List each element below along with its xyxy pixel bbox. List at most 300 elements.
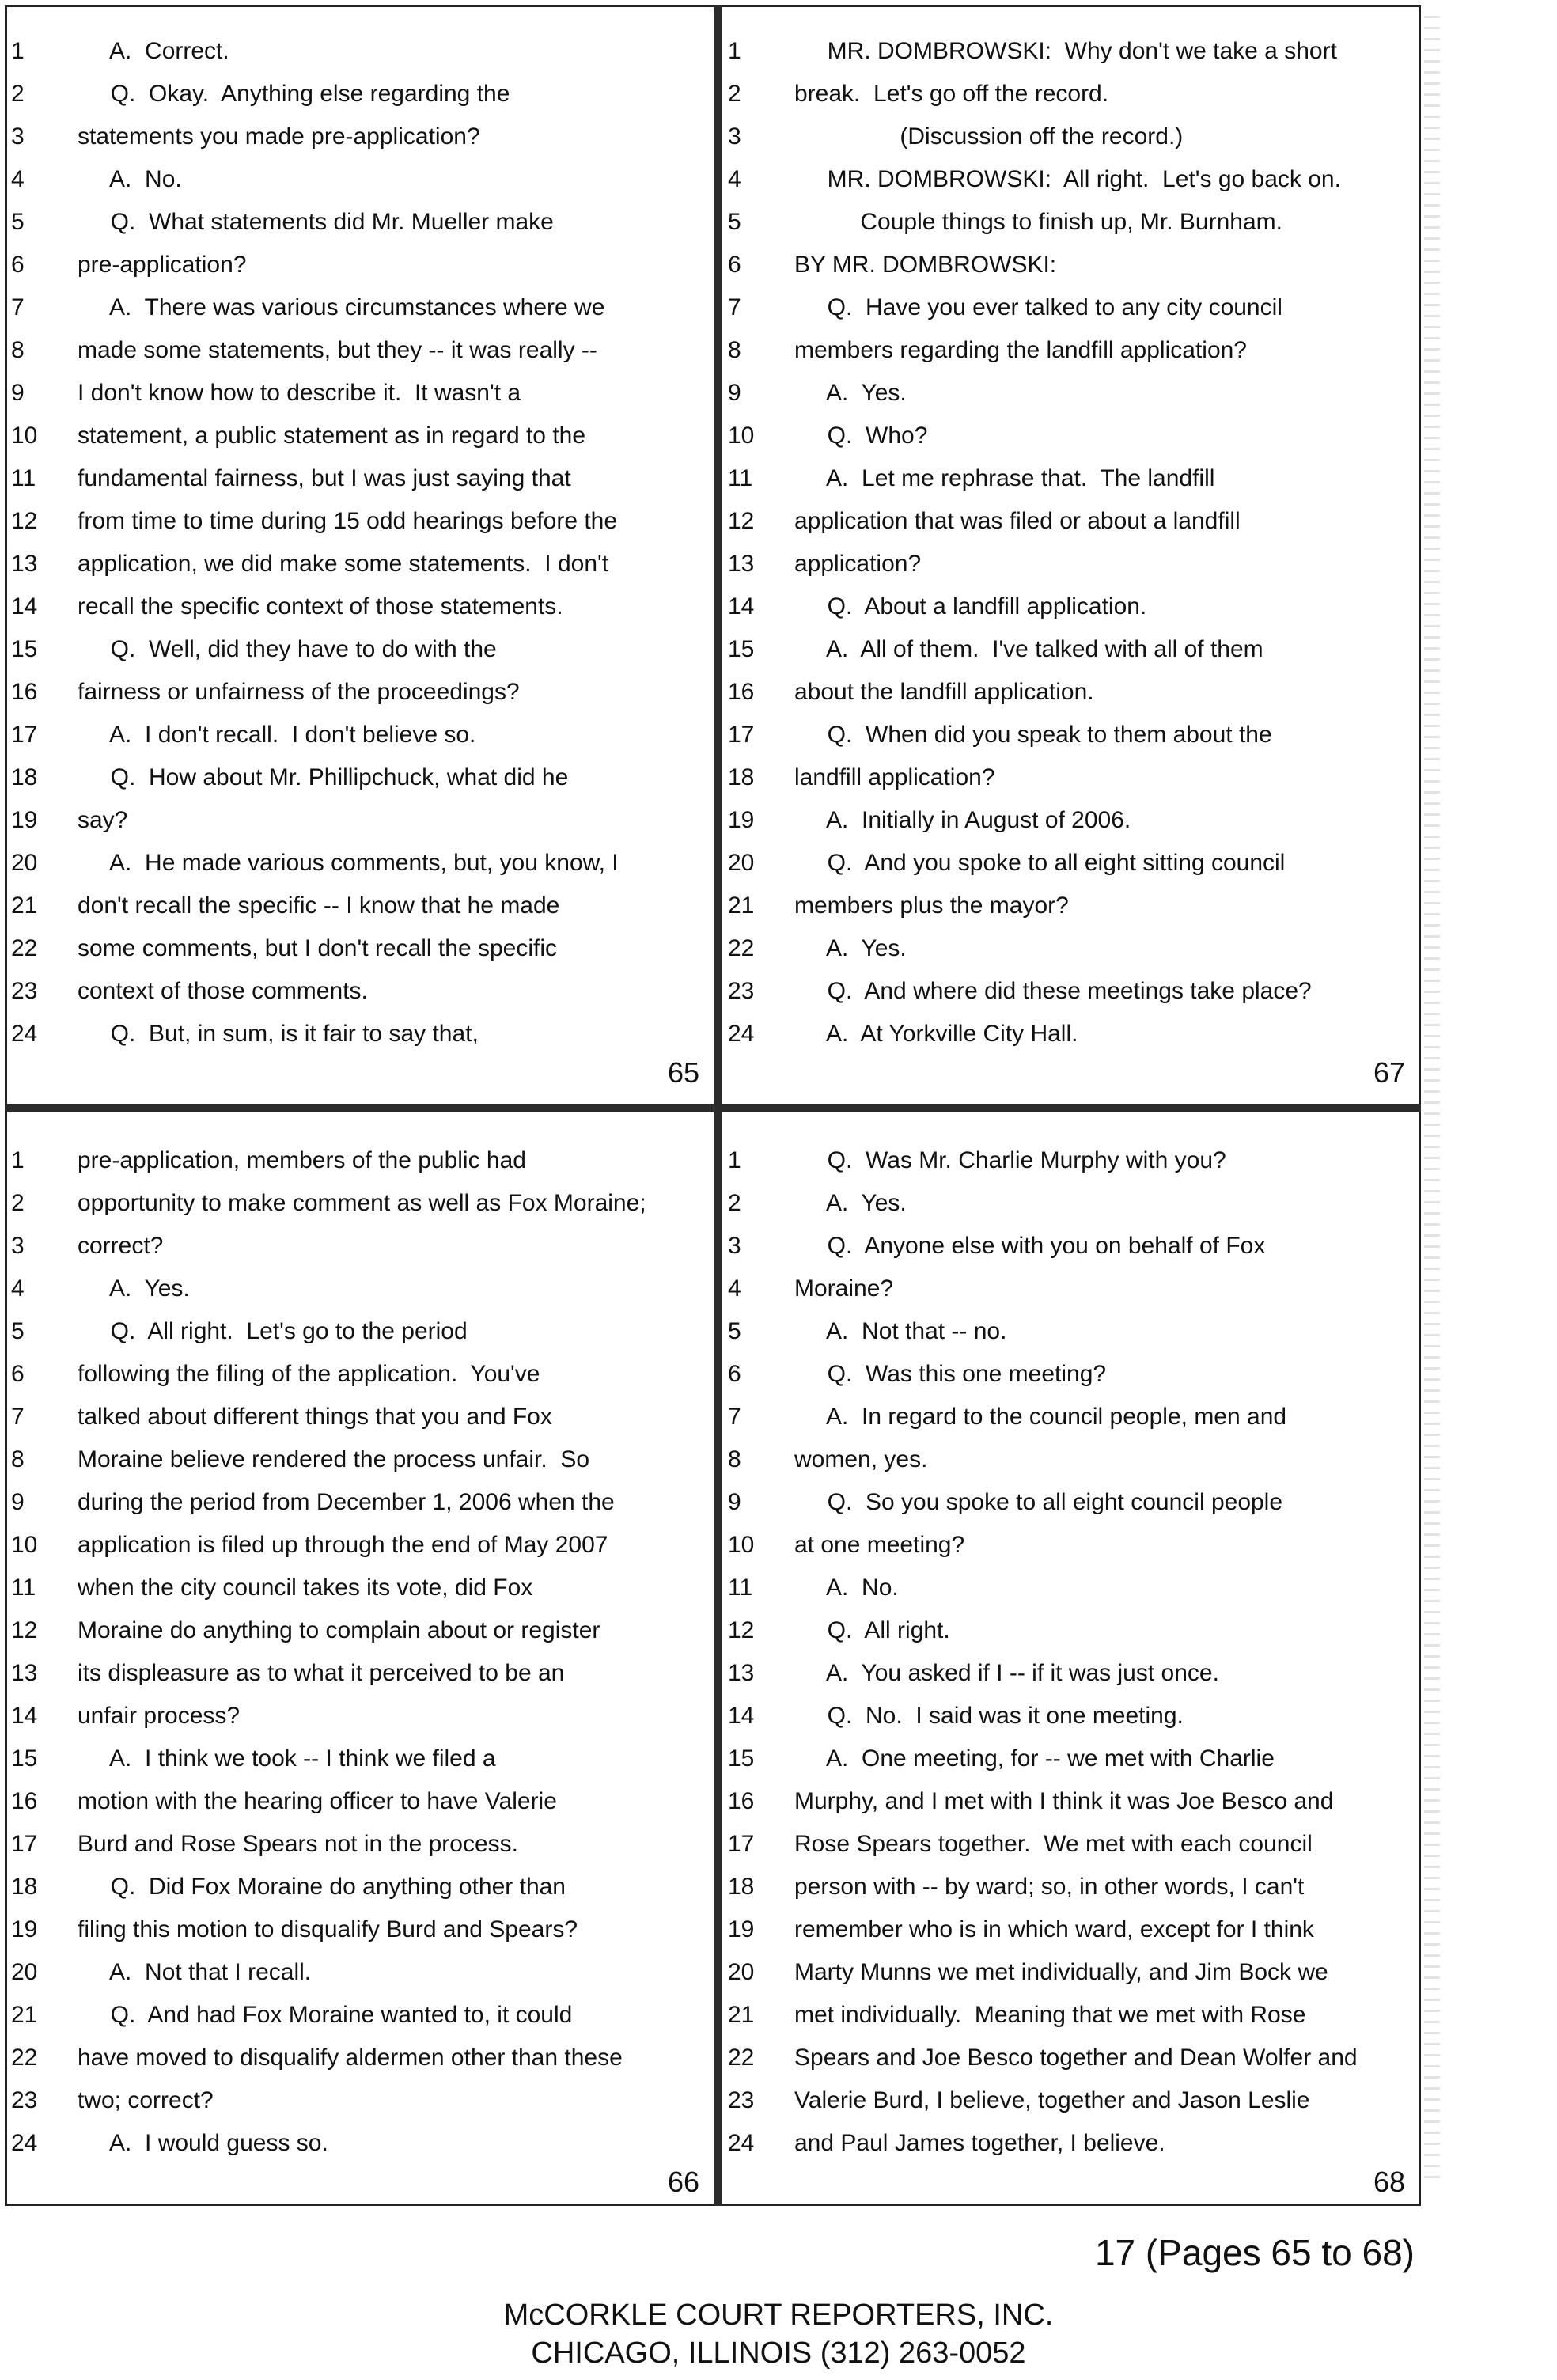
line-text: (Discussion off the record.) [794,123,1184,150]
transcript-line [725,1695,1418,1738]
transcript-line [8,286,712,329]
transcript-line [8,586,712,628]
line-number: 4 [11,166,25,192]
transcript-line [8,1353,712,1396]
line-text: Q. What statements did Mr. Mueller make [78,209,554,235]
page-range-label: 17 (Pages 65 to 68) [1094,2232,1415,2273]
transcript-line [725,1780,1418,1823]
transcript-line [8,116,712,158]
transcript-line [8,2037,712,2079]
line-text: application, we did make some statements. I don't [78,551,609,577]
transcript-line [8,756,712,799]
transcript-page-68 [725,1139,1418,2204]
line-number: 22 [11,935,38,961]
line-number: 8 [11,1446,25,1472]
transcript-line [8,1139,712,1182]
line-text: say? [78,807,128,833]
transcript-line [8,842,712,885]
line-number: 22 [728,935,755,961]
line-number: 13 [728,1660,755,1686]
line-text: A. He made various comments, but, you know, I [78,850,619,876]
line-number: 22 [11,2045,38,2071]
line-number: 23 [11,978,38,1004]
line-text: some comments, but I don't recall the specific [78,935,557,961]
line-text: Q. Who? [794,423,928,449]
line-number: 15 [11,1745,38,1772]
line-number: 12 [11,1617,38,1643]
line-text: A. At Yorkville City Hall. [794,1021,1078,1047]
transcript-line [8,30,712,73]
line-number: 15 [728,1745,755,1772]
line-number: 14 [11,593,38,620]
line-number: 23 [728,978,755,1004]
transcript-line [8,1738,712,1780]
line-text: correct? [78,1233,164,1259]
line-text: A. Yes. [794,935,907,961]
line-number: 19 [11,1916,38,1942]
line-number: 17 [11,1831,38,1857]
line-text: A. No. [78,166,182,192]
line-text: MR. DOMBROWSKI: All right. Let's go back on. [794,166,1341,192]
line-text: A. In regard to the council people, men and [794,1404,1287,1430]
line-text: A. There was various circumstances where we [78,294,605,320]
transcript-line [8,671,712,714]
line-number: 11 [728,1575,753,1601]
transcript-line [8,1438,712,1481]
line-text: Moraine do anything to complain about or register [78,1617,600,1643]
transcript-line [725,329,1418,372]
line-text: and Paul James together, I believe. [794,2130,1165,2156]
transcript-line [725,201,1418,244]
line-text: Burd and Rose Spears not in the process. [78,1831,518,1857]
transcript-line [725,1481,1418,1524]
line-number: 1 [11,38,25,64]
line-number: 3 [11,123,25,150]
line-number: 20 [11,850,38,876]
line-number: 6 [728,252,741,278]
line-number: 2 [728,1190,741,1216]
transcript-line [8,1695,712,1738]
line-text: don't recall the specific -- I know that he made [78,892,560,919]
line-number: 8 [728,337,741,363]
line-number: 3 [728,123,741,150]
transcript-line [725,1268,1418,1310]
line-text: fundamental fairness, but I was just saying that [78,465,571,491]
transcript-line [8,1780,712,1823]
line-number: 14 [728,1703,755,1729]
transcript-line [8,927,712,970]
transcript-line [725,543,1418,586]
transcript-line [8,1481,712,1524]
line-number: 1 [728,38,741,64]
line-number: 20 [11,1959,38,1985]
line-text: talked about different things that you and Fox [78,1404,552,1430]
line-number: 21 [11,892,38,919]
transcript-line [8,457,712,500]
line-number: 17 [728,722,755,748]
transcript-line [725,1951,1418,1994]
transcript-line [725,500,1418,543]
transcript-line [8,1225,712,1268]
line-text: members regarding the landfill application? [794,337,1247,363]
line-number: 15 [728,636,755,662]
transcript-line [725,1524,1418,1567]
line-text: A. Correct. [78,38,229,64]
line-number: 14 [11,1703,38,1729]
transcript-line [725,1182,1418,1225]
line-text: following the filing of the application. You've [78,1361,540,1387]
line-number: 15 [11,636,38,662]
transcript-line [8,158,712,201]
transcript-line [725,2037,1418,2079]
line-number: 19 [11,807,38,833]
line-number: 5 [11,209,25,235]
line-number: 10 [11,423,38,449]
line-text: its displeasure as to what it perceived to be an [78,1660,565,1686]
line-text: at one meeting? [794,1532,965,1558]
line-number: 19 [728,1916,755,1942]
transcript-line [8,1823,712,1866]
line-number: 23 [11,2087,38,2113]
transcript-line [8,799,712,842]
line-number: 14 [728,593,755,620]
transcript-line [725,1866,1418,1908]
line-text: remember who is in which ward, except for I think [794,1916,1314,1942]
court-reporter-location: CHICAGO, ILLINOIS (312) 263-0052 [531,2336,1026,2370]
line-number: 21 [728,2002,755,2028]
transcript-line [8,1652,712,1695]
line-text: Q. Okay. Anything else regarding the [78,81,510,107]
line-text: Q. All right. [794,1617,950,1643]
transcript-line [8,714,712,756]
line-number: 18 [11,1874,38,1900]
transcript-line [725,372,1418,415]
transcript-line [725,970,1418,1013]
transcript-line [725,116,1418,158]
transcript-line [725,628,1418,671]
line-number: 4 [728,166,741,192]
court-reporter-name: McCORKLE COURT REPORTERS, INC. [503,2299,1054,2332]
line-number: 1 [11,1147,25,1173]
transcript-line [725,1652,1418,1695]
line-number: 18 [11,764,38,790]
transcript-line [8,329,712,372]
line-text: motion with the hearing officer to have Valerie [78,1788,557,1814]
line-number: 18 [728,1874,755,1900]
transcript-line [725,2122,1418,2165]
line-text: A. One meeting, for -- we met with Charlie [794,1745,1275,1772]
line-text: Q. So you spoke to all eight council people [794,1489,1283,1515]
line-text: A. Initially in August of 2006. [794,807,1131,833]
line-text: application that was filed or about a landfill [794,508,1241,534]
transcript-line [725,2079,1418,2122]
line-number: 23 [728,2087,755,2113]
transcript-line [725,286,1418,329]
line-number: 7 [728,294,741,320]
transcript-line [725,1738,1418,1780]
line-text: Q. Anyone else with you on behalf of Fox [794,1233,1266,1259]
line-number: 8 [11,337,25,363]
line-number: 24 [11,1021,38,1047]
line-number: 16 [728,1788,755,1814]
line-number: 16 [728,679,755,705]
line-text: during the period from December 1, 2006 when the [78,1489,615,1515]
transcript-page-65 [8,30,712,1098]
line-number: 10 [728,1532,755,1558]
transcript-line [725,756,1418,799]
line-number: 21 [11,2002,38,2028]
line-number: 18 [728,764,755,790]
transcript-line [725,1823,1418,1866]
line-number: 3 [11,1233,25,1259]
line-text: landfill application? [794,764,995,790]
line-text: A. I think we took -- I think we filed a [78,1745,496,1772]
transcript-line [725,586,1418,628]
transcript-line [725,885,1418,927]
line-text: recall the specific context of those statements. [78,593,563,620]
line-text: fairness or unfairness of the proceedings? [78,679,520,705]
transcript-line [725,1609,1418,1652]
line-text: application is filed up through the end of May 2007 [78,1532,608,1558]
line-text: person with -- by ward; so, in other words, I can't [794,1874,1305,1900]
line-number: 9 [11,380,25,406]
transcript-line [725,1567,1418,1609]
page-number: 68 [1373,2166,1405,2198]
line-number: 6 [11,1361,25,1387]
line-text: pre-application, members of the public had [78,1147,526,1173]
line-number: 13 [11,1660,38,1686]
line-number: 7 [11,294,25,320]
line-text: MR. DOMBROWSKI: Why don't we take a short [794,38,1337,64]
transcript-line [8,1866,712,1908]
line-text: Moraine believe rendered the process unfair. So [78,1446,590,1472]
line-number: 8 [728,1446,741,1472]
transcript-line [725,671,1418,714]
line-number: 4 [11,1275,25,1302]
line-text: pre-application? [78,252,247,278]
transcript-line [725,1994,1418,2037]
line-number: 24 [728,1021,755,1047]
transcript-line [8,2122,712,2165]
line-text: Moraine? [794,1275,894,1302]
line-text: I don't know how to describe it. It wasn't a [78,380,521,406]
transcript-line [725,415,1418,457]
line-text: Q. When did you speak to them about the [794,722,1272,748]
transcript-line [725,73,1418,116]
line-text: Q. And you spoke to all eight sitting council [794,850,1286,876]
line-text: Q. All right. Let's go to the period [78,1318,468,1344]
page-number: 65 [667,1056,699,1089]
transcript-line [8,1609,712,1652]
line-text: A. All of them. I've talked with all of them [794,636,1263,662]
line-text: A. Yes. [78,1275,190,1302]
line-text: Q. And had Fox Moraine wanted to, it could [78,2002,573,2028]
line-text: Couple things to finish up, Mr. Burnham. [794,209,1282,235]
transcript-line [8,500,712,543]
transcript-line [725,1353,1418,1396]
line-text: A. Let me rephrase that. The landfill [794,465,1215,491]
transcript-line [8,885,712,927]
transcript-line [725,1438,1418,1481]
transcript-line [725,457,1418,500]
line-text: Marty Munns we met individually, and Jim Bock we [794,1959,1328,1985]
line-text: met individually. Meaning that we met with Rose [794,2002,1306,2028]
line-text: about the landfill application. [794,679,1094,705]
line-text: Q. How about Mr. Phillipchuck, what did he [78,764,569,790]
line-number: 9 [728,380,741,406]
transcript-line [725,1310,1418,1353]
line-text: Q. And where did these meetings take place? [794,978,1312,1004]
line-text: filing this motion to disqualify Burd and Spears? [78,1916,578,1942]
line-text: Q. Did Fox Moraine do anything other than [78,1874,566,1900]
page-number: 66 [667,2166,699,2198]
line-number: 20 [728,850,755,876]
line-number: 20 [728,1959,755,1985]
line-text: Q. About a landfill application. [794,593,1147,620]
line-number: 5 [728,209,741,235]
transcript-line [725,244,1418,286]
line-number: 19 [728,807,755,833]
line-text: Q. Was this one meeting? [794,1361,1107,1387]
line-text: A. I would guess so. [78,2130,328,2156]
line-text: unfair process? [78,1703,241,1729]
line-text: Q. Have you ever talked to any city council [794,294,1282,320]
line-number: 13 [728,551,755,577]
transcript-line [8,1908,712,1951]
line-number: 16 [11,679,38,705]
line-text: Spears and Joe Besco together and Dean Wolfer and [794,2045,1358,2071]
line-text: two; correct? [78,2087,214,2113]
line-number: 5 [11,1318,25,1344]
transcript-line [725,799,1418,842]
line-text: Murphy, and I met with I think it was Joe Besco and [794,1788,1334,1814]
line-number: 10 [11,1532,38,1558]
line-text: A. Yes. [794,380,907,406]
line-number: 3 [728,1233,741,1259]
transcript-line [8,1994,712,2037]
line-number: 24 [728,2130,755,2156]
line-text: opportunity to make comment as well as Fox Moraine; [78,1190,646,1216]
line-text: members plus the mayor? [794,892,1069,919]
line-text: A. You asked if I -- if it was just once. [794,1660,1219,1686]
transcript-page-66 [8,1139,712,2204]
transcript-line [8,1182,712,1225]
transcript-line [8,415,712,457]
transcript-line [8,628,712,671]
transcript-line [725,30,1418,73]
line-text: BY MR. DOMBROWSKI: [794,252,1057,278]
line-text: Q. Well, did they have to do with the [78,636,497,662]
line-number: 16 [11,1788,38,1814]
line-number: 7 [11,1404,25,1430]
transcript-line [725,1139,1418,1182]
line-text: when the city council takes its vote, did Fox [78,1575,533,1601]
line-number: 13 [11,551,38,577]
line-text: A. I don't recall. I don't believe so. [78,722,476,748]
line-text: context of those comments. [78,978,368,1004]
scan-margin-marks [1424,16,1440,2184]
line-text: application? [794,551,922,577]
transcript-line [8,970,712,1013]
line-text: have moved to disqualify aldermen other than these [78,2045,623,2071]
transcript-line [8,244,712,286]
transcript-line [8,372,712,415]
line-text: break. Let's go off the record. [794,81,1109,107]
line-number: 6 [728,1361,741,1387]
transcript-line [8,1951,712,1994]
line-text: statements you made pre-application? [78,123,480,150]
horizontal-divider [5,1104,1421,1112]
transcript-line [8,1310,712,1353]
line-number: 7 [728,1404,741,1430]
transcript-line [8,1567,712,1609]
transcript-line [8,1524,712,1567]
line-text: women, yes. [794,1446,928,1472]
transcript-line [8,1396,712,1438]
line-text: Q. But, in sum, is it fair to say that, [78,1021,479,1047]
line-number: 11 [728,465,753,491]
line-number: 11 [11,1575,36,1601]
line-number: 6 [11,252,25,278]
line-text: A. Not that -- no. [794,1318,1007,1344]
transcript-line [725,927,1418,970]
line-text: made some statements, but they -- it was really -- [78,337,597,363]
line-number: 10 [728,423,755,449]
line-number: 2 [11,81,25,107]
line-text: Valerie Burd, I believe, together and Jason Leslie [794,2087,1310,2113]
line-text: A. No. [794,1575,899,1601]
transcript-line [8,1013,712,1055]
line-text: Rose Spears together. We met with each council [794,1831,1313,1857]
line-number: 24 [11,2130,38,2156]
transcript-line [725,1225,1418,1268]
transcript-line [8,201,712,244]
line-number: 21 [728,892,755,919]
transcript-line [725,1396,1418,1438]
transcript-line [725,842,1418,885]
line-number: 2 [11,1190,25,1216]
line-number: 1 [728,1147,741,1173]
transcript-line [8,543,712,586]
line-number: 22 [728,2045,755,2071]
transcript-line [725,714,1418,756]
transcript-line [8,1268,712,1310]
transcript-page-67 [725,30,1418,1098]
line-number: 11 [11,465,36,491]
page-number: 67 [1373,1056,1405,1089]
line-number: 12 [728,508,755,534]
line-number: 2 [728,81,741,107]
transcript-line [725,1908,1418,1951]
line-text: A. Yes. [794,1190,907,1216]
transcript-line [8,2079,712,2122]
line-number: 4 [728,1275,741,1302]
transcript-line [725,1013,1418,1055]
line-text: Q. No. I said was it one meeting. [794,1703,1184,1729]
transcript-line [725,158,1418,201]
line-text: from time to time during 15 odd hearings before the [78,508,618,534]
line-number: 17 [11,722,38,748]
line-number: 5 [728,1318,741,1344]
line-number: 12 [728,1617,755,1643]
line-number: 9 [11,1489,25,1515]
line-number: 17 [728,1831,755,1857]
line-number: 9 [728,1489,741,1515]
line-text: statement, a public statement as in regard to the [78,423,586,449]
line-number: 12 [11,508,38,534]
transcript-line [8,73,712,116]
line-text: A. Not that I recall. [78,1959,312,1985]
